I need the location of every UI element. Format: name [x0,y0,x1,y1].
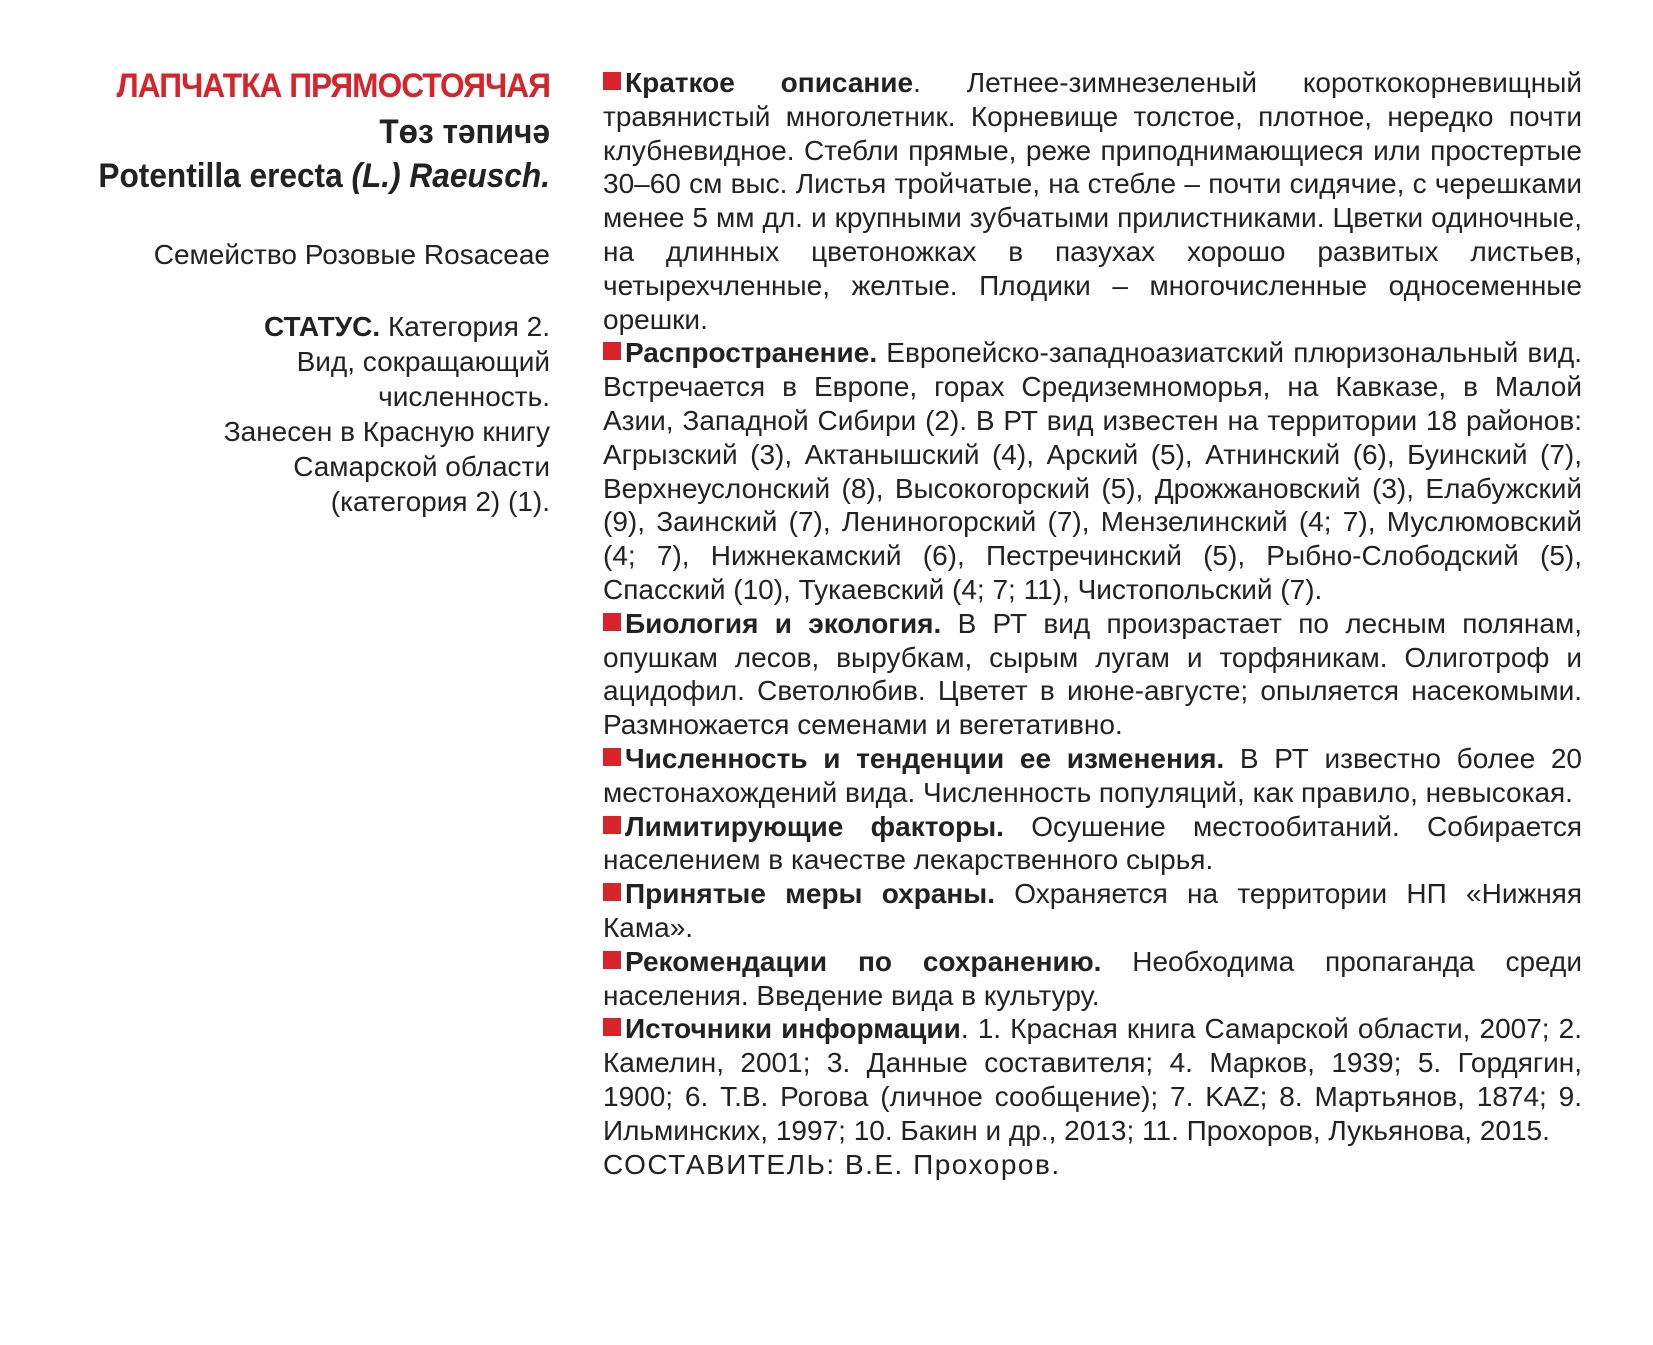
section-text: Необходима пропаганда среди населения. Введение вида в культуру. [603,945,1582,1011]
status-block [60,309,550,519]
author-line: СОСТАВИТЕЛЬ: В.Е. Прохоров. [603,1148,1061,1180]
status-line: Самарской области [293,451,550,482]
red-square-bullet [603,342,621,360]
species-title-latin [94,154,550,198]
section-text: В РТ вид произрастает по лесным полянам, опушкам лесов, вырубкам, сырым лугам и торфяникам. Олиготроф и ацидофил. Светолюбив. Цветет в июне-августе; опыляется насекомыми. Размножается семенами и вегетативно. [603,607,1582,741]
species-title-tatar: Төз тәпичә [379,113,550,151]
section-limiting-factors [603,810,1582,878]
status-line: Занесен в Красную книгу [223,416,550,447]
status-line: (категория 2) (1). [330,486,550,517]
latin-author: (L.) Raeusch. [351,157,550,195]
section-heading: Численность и тенденции ее изменения. [625,742,1225,774]
section-protection [603,877,1582,945]
section-sources [603,1012,1582,1147]
status-line: Вид, сокращающий [296,346,550,377]
status-category: Категория 2. [387,311,550,342]
status-line: численность. [378,381,550,412]
section-heading: Биология и экология. [625,607,942,639]
section-heading: Распространение. [625,337,878,369]
section-description [603,66,1582,336]
red-square-bullet [603,72,621,90]
section-abundance [603,742,1582,810]
section-recommendations [603,945,1582,1013]
section-text: В РТ известно более 20 местонахождений вида. Численность популяций, как правило, невысокая. [603,742,1582,808]
species-description [603,66,1582,1181]
family-line: Семейство Розовые Rosaceae [153,239,550,270]
status-label: СТАТУС. [263,311,381,342]
red-square-bullet [603,883,621,901]
section-text: Европейско-западноазиатский плюризональный вид. Встречается в Европе, горах Средиземноморья, на Кавказе, в Малой Азии, Западной Сибири (2). В РТ вид известен на территории 18 районов: Агрызский (3), Актанышский (4), Арский (5), Атнинский (6), Буинский (7), Верхнеуслонский (8), Высокогорский (5), Дрожжановский (3), Елабужский (9), Заинский (7), Лениногорский (7), Мензелинский (4; 7), Муслюмовский (4; 7), Нижнекамский (6), Пестречинский (5), Рыбно-Слободский (5), Спасский (10), Тукаевский (4; 7; 11), Чистопольский (7). [603,337,1582,605]
latin-name: Potentilla erecta [98,157,343,195]
red-square-bullet [603,613,621,631]
section-text: Охраняется на территории НП «Нижняя Кама». [603,878,1582,943]
section-text: . Летнее-зимнезеленый короткокорневищный травянистый многолетник. Корневище толстое, плотное, нередко почти клубневидное. Стебли прямые, реже приподнимающиеся или простертые 30–60 см выс. Листья тройчатые, на стебле – почти сидячие, с черешками менее 5 мм дл. и крупными зубчатыми прилистниками. Цветки одиночные, на длинных цветоножках в пазухах хорошо развитых листьев, четырехчленные, желтые. Плодики – многочисленные односеменные орешки. [603,67,1582,335]
section-distribution [603,336,1582,606]
section-heading: Источники информации [625,1013,961,1045]
red-square-bullet [603,1018,621,1036]
section-heading: Краткое описание [625,67,914,98]
section-heading: Рекомендации по сохранению. [625,945,1102,977]
section-text: . 1. Красная книга Самарской области, 2007; 2. Камелин, 2001; 3. Данные составителя; 4. Марков, 1939; 5. Гордягин, 1900; 6. Т.В. Рогова (личное сообщение); 7. KAZ; 8. Мартьянов, 1874; 9. Ильминских, 1997; 10. Бакин и др., 2013; 11. Прохоров, Лукьянова, 2015. [603,1013,1583,1146]
species-title-russian: ЛАПЧАТКА ПРЯМОСТОЯЧАЯ [116,67,550,105]
section-heading: Лимитирующие факторы. [625,810,1004,842]
red-square-bullet [603,951,621,969]
section-biology [603,607,1582,742]
section-heading: Принятые меры охраны. [625,878,995,910]
red-square-bullet [603,748,621,766]
species-header [60,66,550,519]
red-square-bullet [603,816,621,834]
section-text: Осушение местообитаний. Собирается населением в качестве лекарственного сырья. [603,810,1582,876]
